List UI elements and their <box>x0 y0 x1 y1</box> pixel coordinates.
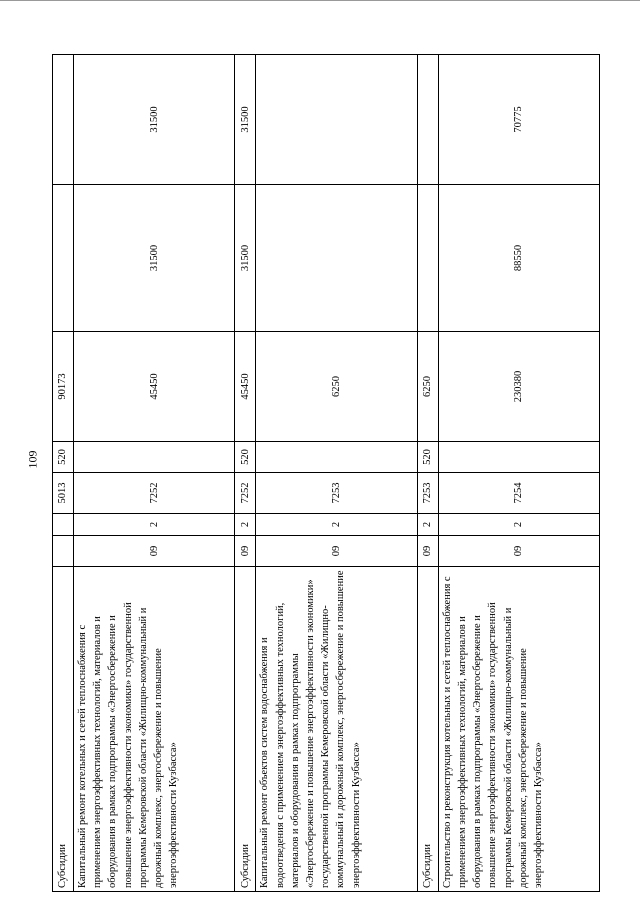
section-code-cell: 09 <box>74 536 235 567</box>
table-row-item <box>256 55 417 892</box>
section-code-cell <box>53 536 74 567</box>
subsection-code-cell: 2 <box>74 514 235 536</box>
expense-type-code-cell <box>438 442 599 473</box>
section-code-cell: 09 <box>256 536 417 567</box>
target-article-code-cell: 7253 <box>417 473 438 514</box>
amount-year-3-cell <box>256 55 417 185</box>
amount-year-1-cell: 90173 <box>53 332 74 442</box>
row-name-cell: Строительство и реконструкция котельных и сетей теплоснабжения с применением энергоэффективных технологий, материалов и оборудования в рамках подпрограммы «Энергосбережение и повышение энергоэффективности экономики» государственной программы Кемеровской области «Жилищно-коммунальный и дорожный комплекс, энергосбережение и повышение энергоэффективности Кузбасса» <box>438 567 599 892</box>
target-article-code-cell: 7253 <box>256 473 417 514</box>
target-article-code-cell: 7252 <box>235 473 256 514</box>
table-row-item <box>438 55 599 892</box>
amount-year-2-cell: 88550 <box>438 185 599 332</box>
amount-year-3-cell: 70775 <box>438 55 599 185</box>
amount-year-2-cell: 31500 <box>74 185 235 332</box>
row-name-cell: Субсидии <box>417 567 438 892</box>
amount-year-1-cell: 45450 <box>235 332 256 442</box>
row-name-cell: Капитальный ремонт объектов систем водоснабжения и водоотведения с применением энергоэффективных технологий, материалов и оборудования в рамках подпрограммы «Энергосбережение и повышение энергоэффективности экономики» государственной программы Кемеровской области «Жилищно-коммунальный и дорожный комплекс, энергосбережение и повышение энергоэффективности Кузбасса» <box>256 567 417 892</box>
subsection-code-cell: 2 <box>256 514 417 536</box>
section-code-cell: 09 <box>235 536 256 567</box>
amount-year-3-cell: 31500 <box>74 55 235 185</box>
target-article-code-cell: 5013 <box>53 473 74 514</box>
table-row-subsidy <box>417 55 438 892</box>
page-number <box>26 444 40 474</box>
row-name-cell: Субсидии <box>53 567 74 892</box>
subsection-code-cell: 2 <box>438 514 599 536</box>
target-article-code-cell: 7252 <box>74 473 235 514</box>
amount-year-2-cell <box>53 185 74 332</box>
amount-year-3-cell: 31500 <box>235 55 256 185</box>
table-body <box>53 55 600 892</box>
row-name-cell: Капитальный ремонт котельных и сетей теплоснабжения с применением энергоэффективных технологий, материалов и оборудования в рамках подпрограммы «Энергосбережение и повышение энергоэффективности экономики» государственной программы Кемеровской области «Жилищно-коммунальный и дорожный комплекс, энергосбережение и повышение энергоэффективности Кузбасса» <box>74 567 235 892</box>
amount-year-1-cell: 230380 <box>438 332 599 442</box>
top-border-line <box>0 0 640 1</box>
table-row-subsidy <box>235 55 256 892</box>
amount-year-2-cell <box>256 185 417 332</box>
amount-year-1-cell: 6250 <box>256 332 417 442</box>
expense-type-code-cell: 520 <box>417 442 438 473</box>
subsection-code-cell <box>53 514 74 536</box>
subsection-code-cell: 2 <box>235 514 256 536</box>
row-name-cell: Субсидии <box>235 567 256 892</box>
amount-year-1-cell: 45450 <box>74 332 235 442</box>
amount-year-1-cell: 6250 <box>417 332 438 442</box>
budget-table-rotated <box>52 55 600 892</box>
target-article-code-cell: 7254 <box>438 473 599 514</box>
expense-type-code-cell: 520 <box>53 442 74 473</box>
expense-type-code-cell <box>256 442 417 473</box>
subsection-code-cell: 2 <box>417 514 438 536</box>
table-row-item <box>74 55 235 892</box>
budget-table <box>52 54 600 892</box>
page-number-text: 109 <box>25 450 40 468</box>
amount-year-2-cell <box>417 185 438 332</box>
section-code-cell: 09 <box>417 536 438 567</box>
section-code-cell: 09 <box>438 536 599 567</box>
expense-type-code-cell <box>74 442 235 473</box>
amount-year-3-cell <box>417 55 438 185</box>
expense-type-code-cell: 520 <box>235 442 256 473</box>
amount-year-2-cell: 31500 <box>235 185 256 332</box>
table-row-subsidy <box>53 55 74 892</box>
amount-year-3-cell <box>53 55 74 185</box>
